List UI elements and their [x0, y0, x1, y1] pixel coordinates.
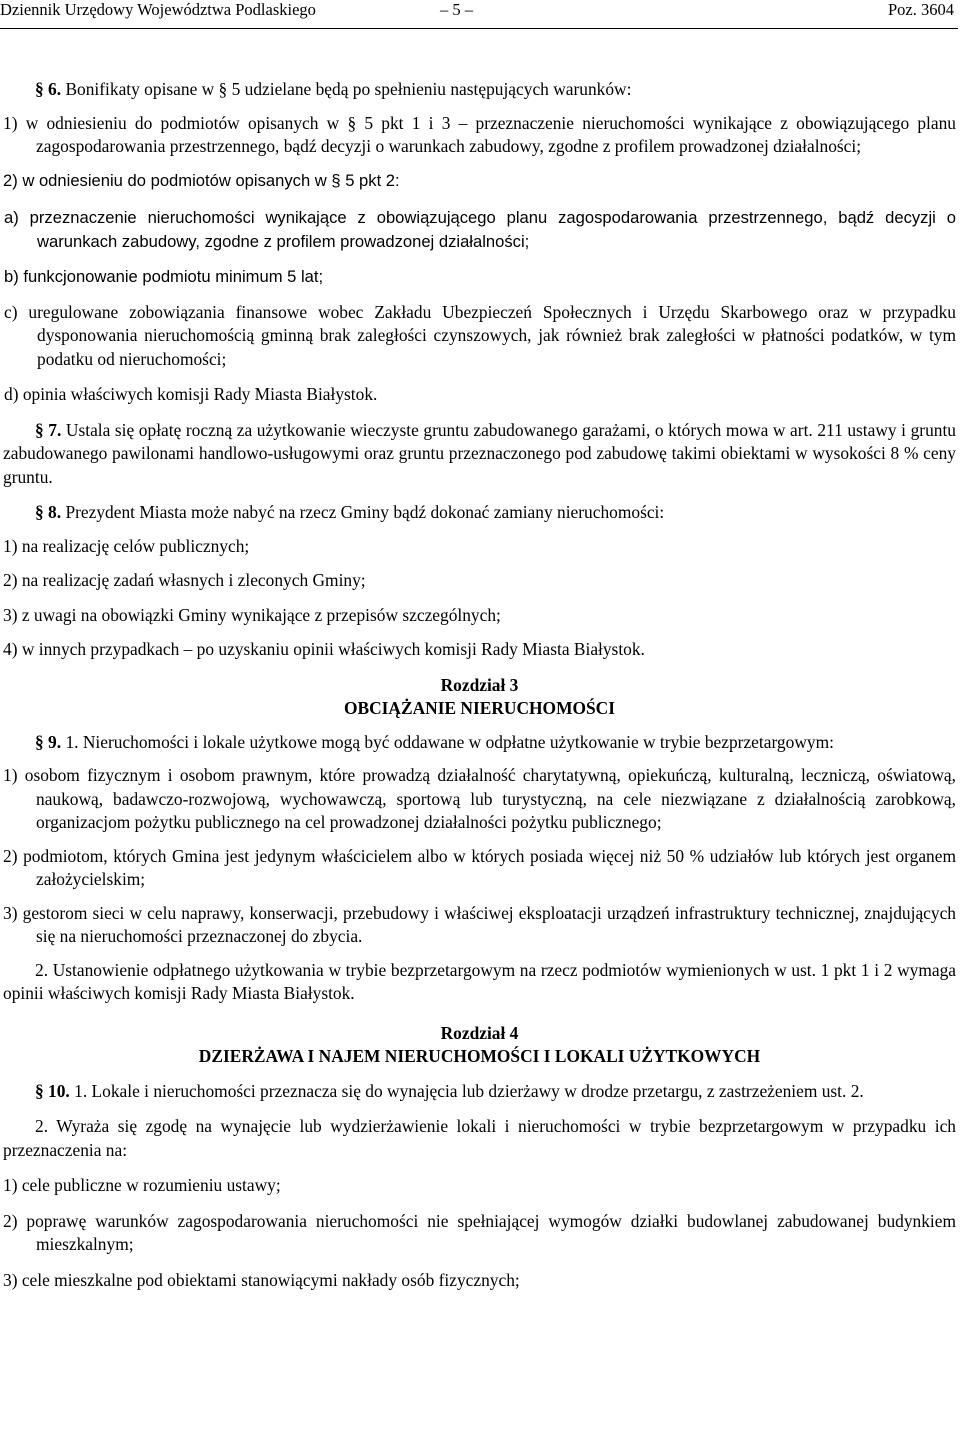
list-item: 3) gestorom sieci w celu naprawy, konserwacji, przebudowy i właściwej eksploatacji urządzeń infrastruktury technicznej, znajdujących się na nieruchomości przeznaczonej do zbycia. [3, 902, 956, 946]
paragraph-10 [3, 1080, 956, 1104]
list-item: 1) na realizację celów publicznych; [3, 535, 250, 556]
paragraph-8 [3, 501, 956, 525]
list-item: 2) na realizację zadań własnych i zleconych Gminy; [3, 570, 366, 590]
page-number: – 5 – [440, 0, 473, 19]
list-item: 3) cele mieszkalne pod obiektami stanowiącymi nakłady osób fizycznych; [3, 1269, 520, 1290]
paragraph-number: § 10. [35, 1080, 70, 1101]
paragraph-text: Ustala się opłatę roczną za użytkowanie wieczyste gruntu zabudowanego garażami, o których mowa w art. 211 ustawy i gruntu zabudowanego pawilonami handlowo-usługowymi oraz gruntu przeznaczonego pod zabudowę takimi obiektami w wysokości 8 % ceny gruntu. [3, 419, 956, 487]
paragraph-text: 2. Ustanowienie odpłatnego użytkowania w trybie bezprzetargowym na rzecz podmiotów wymienionych w ust. 1 pkt 1 i 2 wymaga opinii właściwych komisji Rady Miasta Białystok. [3, 959, 956, 1003]
page-header [0, 0, 958, 29]
list-item: 1) osobom fizycznym i osobom prawnym, które prowadzą działalność charytatywną, opiekuńczą, kulturalną, leczniczą, oświatową, naukową, badawczo-rozwojową, wychowawczą, sportową lub turystyczną, na cele niezwiązane z działalnością zarobkową, organizacjom pożytku publicznego na cel prowadzonej działalności pożytku publicznego; [3, 765, 956, 832]
position-number: Poz. 3604 [888, 0, 954, 19]
paragraph-7 [3, 419, 956, 490]
chapter-title: Rozdział 3 [440, 674, 519, 695]
sub-item: b) funkcjonowanie podmiotu minimum 5 lat; [4, 267, 324, 286]
sub-item: d) opinia właściwych komisji Rady Miasta Białystok. [4, 384, 378, 404]
paragraph-text: Prezydent Miasta może nabyć na rzecz Gminy bądź dokonać zamiany nieruchomości: [61, 502, 665, 522]
sub-item: a) przeznaczenie nieruchomości wynikające z obowiązującego planu zagospodarowania przestrzennego, bądź decyzji o warunkach zabudowy, zgodne z profilem prowadzonej działalności; [4, 208, 956, 251]
chapter-subtitle: OBCIĄŻANIE NIERUCHOMOŚCI [343, 698, 616, 718]
paragraph-text: 1. Nieruchomości i lokale użytkowe mogą być oddawane w odpłatne użytkowanie w trybie bezprzetargowym: [61, 731, 834, 752]
journal-title: Dziennik Urzędowy Województwa Podlaskiego [0, 0, 316, 19]
paragraph-number: § 7. [35, 419, 62, 440]
chapter-subtitle: DZIERŻAWA I NAJEM NIERUCHOMOŚCI I LOKALI UŻYTKOWYCH [198, 1046, 761, 1066]
list-item: 3) z uwagi na obowiązki Gminy wynikające z przepisów szczególnych; [3, 604, 501, 625]
list-item: 2) poprawę warunków zagospodarowania nieruchomości nie spełniającej wymogów działki budowlanej zabudowanej budynkiem mieszkalnym; [3, 1210, 956, 1254]
list-item: 1) cele publiczne w rozumieniu ustawy; [3, 1175, 281, 1195]
list-item: 4) w innych przypadkach – po uzyskaniu opinii właściwych komisji Rady Miasta Białystok. [3, 639, 645, 659]
paragraph-text: 1. Lokale i nieruchomości przeznacza się do wynajęcia lub dzierżawy w drodze przetargu, z zastrzeżeniem ust. 2. [69, 1080, 864, 1101]
chapter-title: Rozdział 4 [440, 1022, 519, 1043]
document-body [3, 78, 956, 1292]
paragraph-text: Bonifikaty opisane w § 5 udzielane będą po spełnieniu następujących warunków: [61, 79, 632, 99]
sub-item: c) uregulowane zobowiązania finansowe wobec Zakładu Ubezpieczeń Społecznych i Urzędu Skarbowego oraz w przypadku dysponowania nieruchomością gminną brak zaległości czynszowych, jak również brak zaległości w płatności podatków, w tym podatku od nieruchomości; [4, 301, 956, 369]
list-item: 2) w odniesieniu do podmiotów opisanych w § 5 pkt 2: [3, 170, 400, 190]
list-item: 1) w odniesieniu do podmiotów opisanych w § 5 pkt 1 i 3 – przeznaczenie nieruchomości wynikające z obowiązującego planu zagospodarowania przestrzennego, bądź decyzji o warunkach zabudowy, zgodne z profilem prowadzonej działalności; [3, 112, 956, 156]
paragraph-text: 2. Wyraża się zgodę na wynajęcie lub wydzierżawienie lokali i nieruchomości w trybie bezprzetargowym w przypadku ich przeznaczenia na: [3, 1116, 956, 1160]
paragraph-number: § 9. [35, 731, 62, 752]
paragraph-number: § 6. [35, 79, 62, 99]
list-item: 2) podmiotom, których Gmina jest jedynym właścicielem albo w których posiada więcej niż 50 % udziałów lub których jest organem założycielskim; [3, 845, 956, 889]
paragraph-9 [3, 731, 956, 755]
paragraph-number: § 8. [35, 502, 62, 522]
paragraph-6 [3, 78, 956, 102]
